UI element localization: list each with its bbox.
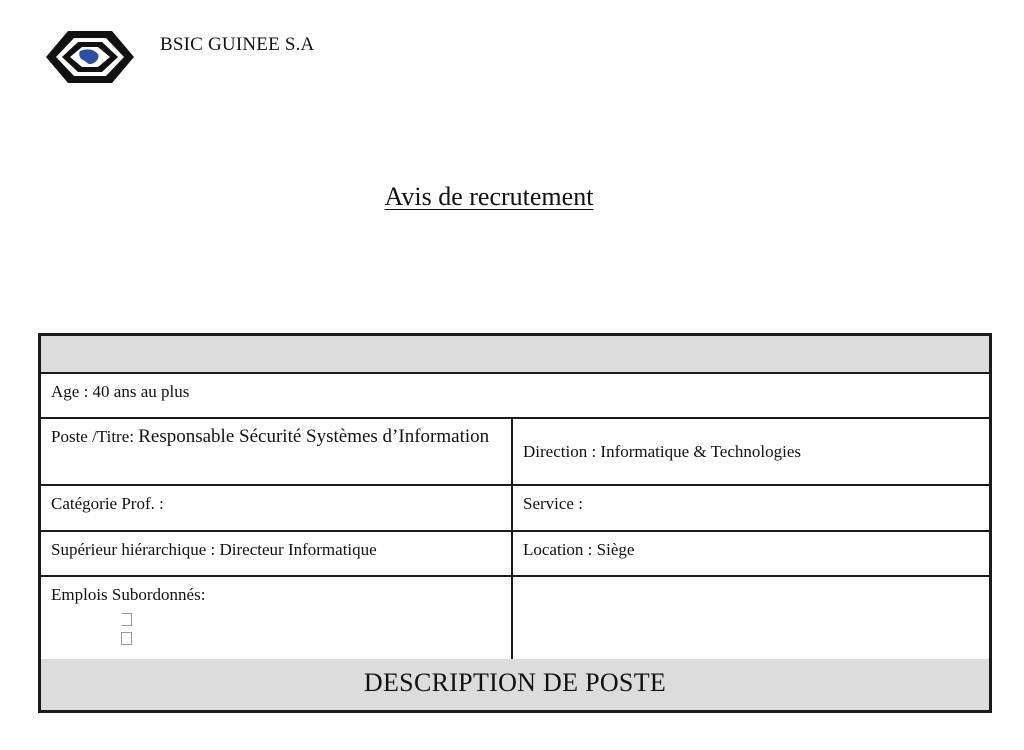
recruitment-form-table bbox=[38, 333, 992, 713]
direction-text: Direction : Informatique & Technologies bbox=[523, 441, 801, 461]
emplois-label: Emplois Subordonnés: bbox=[51, 585, 206, 604]
location-field: Location : Siège bbox=[511, 532, 989, 575]
emplois-bullets bbox=[121, 613, 501, 645]
direction-field bbox=[511, 419, 989, 484]
company-name: BSIC GUINEE S.A bbox=[160, 34, 315, 55]
age-field: Age : 40 ans au plus bbox=[51, 382, 190, 401]
description-header-bar bbox=[41, 659, 989, 710]
categorie-field: Catégorie Prof. : bbox=[51, 494, 164, 513]
description-de-poste-title: DESCRIPTION DE POSTE bbox=[363, 668, 667, 697]
header-bar-label bbox=[41, 336, 989, 372]
poste-titre-field bbox=[41, 419, 511, 484]
emplois-empty-cell bbox=[511, 577, 989, 659]
document-title: Avis de recrutement bbox=[384, 182, 594, 211]
row-age bbox=[41, 374, 989, 419]
row-emplois bbox=[41, 577, 989, 659]
poste-label: Poste /Titre: bbox=[51, 427, 139, 446]
table-header-bar bbox=[41, 336, 989, 374]
bullet-box-icon bbox=[121, 613, 132, 626]
service-field: Service : bbox=[511, 486, 989, 530]
bullet-box-icon bbox=[121, 632, 132, 645]
poste-value: Responsable Sécurité Systèmes d’Information bbox=[138, 426, 490, 447]
row-categorie-service bbox=[41, 486, 989, 532]
bsic-logo bbox=[44, 28, 136, 86]
emplois-cell bbox=[41, 577, 511, 659]
row-superieur-location bbox=[41, 532, 989, 577]
row-poste-direction bbox=[41, 419, 989, 486]
superieur-field: Supérieur hiérarchique : Directeur Informatique bbox=[51, 540, 377, 559]
